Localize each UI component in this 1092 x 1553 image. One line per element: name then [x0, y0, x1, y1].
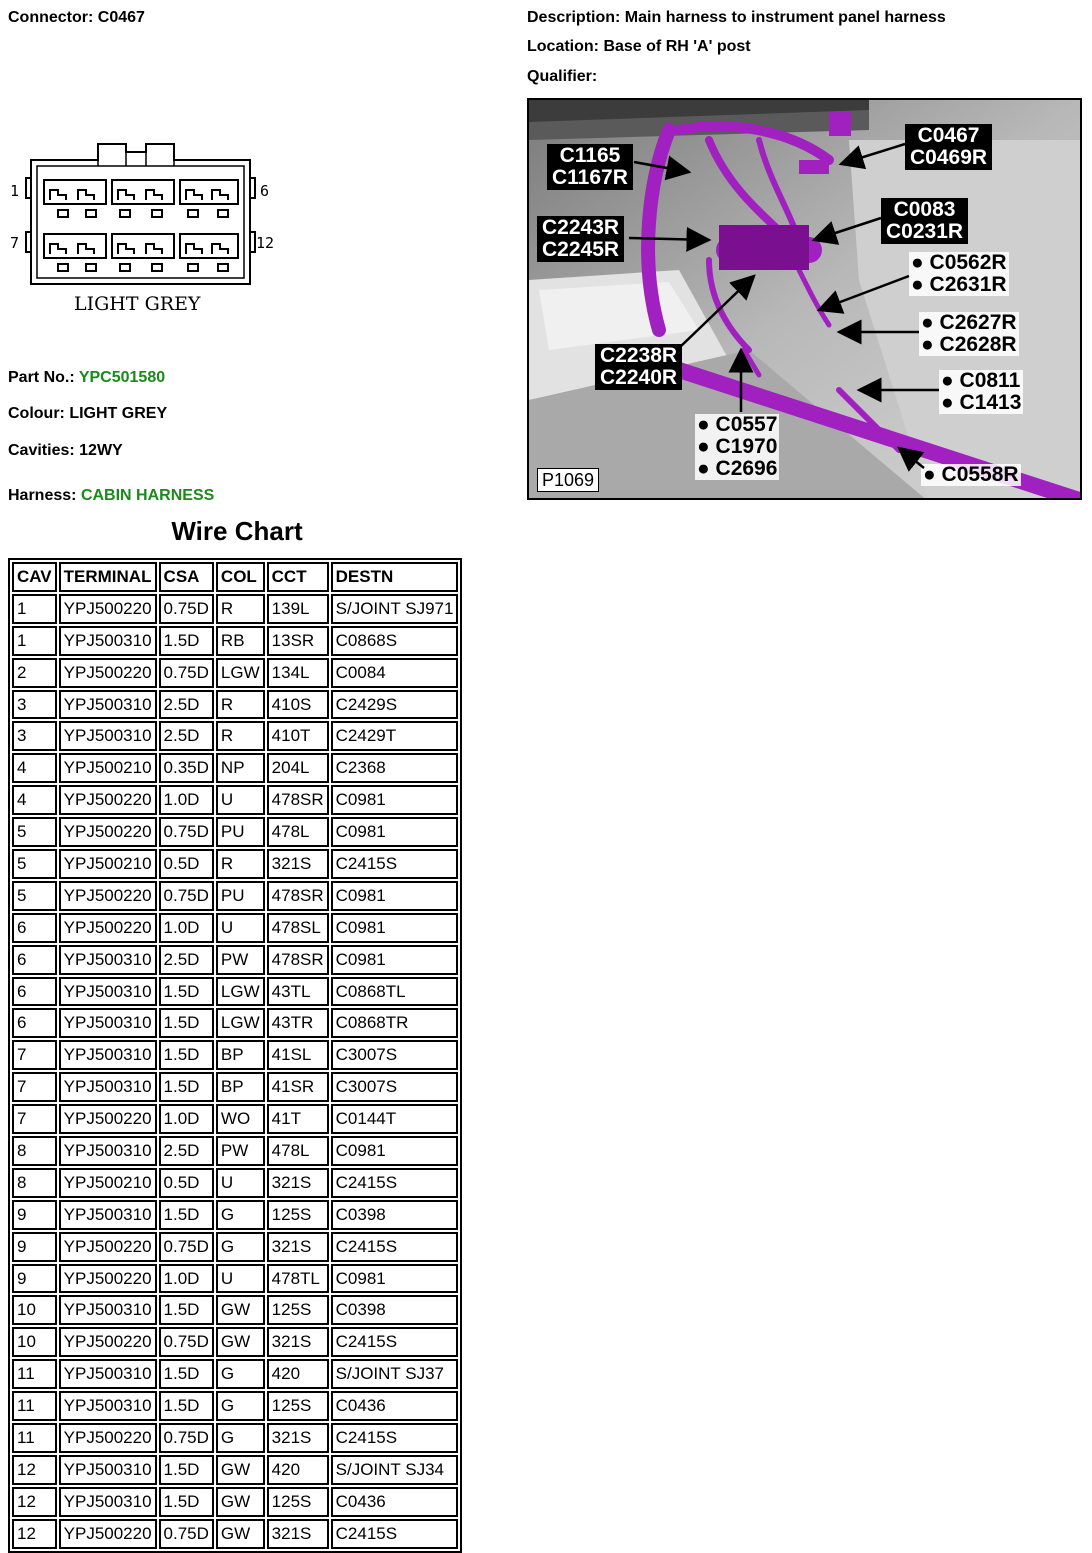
cell-csa: 2.5D: [159, 1136, 214, 1166]
cell-cct: 478SR: [267, 881, 329, 911]
cell-cct: 478L: [267, 817, 329, 847]
cell-destn: S/JOINT SJ34: [331, 1455, 459, 1485]
cell-terminal: YPJ500220: [59, 1104, 157, 1134]
cell-cav: 4: [12, 785, 57, 815]
cell-destn: C2415S: [331, 1232, 459, 1262]
cell-csa: 0.75D: [159, 658, 214, 688]
table-row: [12, 1168, 458, 1198]
cell-terminal: YPJ500310: [59, 1487, 157, 1517]
table-row: [12, 1487, 458, 1517]
cell-cav: 11: [12, 1359, 57, 1389]
cell-terminal: YPJ500310: [59, 1295, 157, 1325]
header-destn: DESTN: [331, 562, 459, 592]
pin-label-6: 6: [260, 182, 270, 200]
connector-value: C0467: [97, 9, 145, 26]
cell-csa: 0.75D: [159, 1519, 214, 1549]
cell-cct: 410T: [267, 721, 329, 751]
cell-col: RB: [216, 626, 265, 656]
cell-destn: C2415S: [331, 1168, 459, 1198]
cell-cav: 8: [12, 1168, 57, 1198]
cell-col: GW: [216, 1455, 265, 1485]
cell-col: U: [216, 913, 265, 943]
cell-cav: 6: [12, 913, 57, 943]
table-row: [12, 658, 458, 688]
callout-line: C1167R: [552, 166, 628, 189]
dot-line: ● C0557: [697, 413, 778, 436]
cell-csa: 1.5D: [159, 1487, 214, 1517]
table-row: [12, 881, 458, 911]
connector-label: Connector:: [8, 9, 94, 26]
cell-col: WO: [216, 1104, 265, 1134]
cell-csa: 0.5D: [159, 1168, 214, 1198]
wire-chart-table: [8, 558, 462, 1553]
table-row: [12, 1072, 458, 1102]
cell-col: U: [216, 785, 265, 815]
location-photo: [527, 98, 1082, 500]
cell-csa: 1.5D: [159, 626, 214, 656]
cell-csa: 1.0D: [159, 1264, 214, 1294]
cell-csa: 2.5D: [159, 945, 214, 975]
callout-line: C2240R: [600, 366, 678, 389]
cell-cct: 420: [267, 1359, 329, 1389]
cell-cct: 41SR: [267, 1072, 329, 1102]
cell-terminal: YPJ500310: [59, 977, 157, 1007]
cell-cct: 204L: [267, 753, 329, 783]
cell-col: G: [216, 1200, 265, 1230]
colour-label: Colour:: [8, 405, 65, 422]
cell-terminal: YPJ500220: [59, 785, 157, 815]
dot-line: ● C0558R: [923, 463, 1019, 486]
cell-cav: 5: [12, 817, 57, 847]
pin-label-12: 12: [256, 234, 275, 252]
table-row: [12, 1359, 458, 1389]
table-row: [12, 1008, 458, 1038]
cell-csa: 1.5D: [159, 1072, 214, 1102]
cell-terminal: YPJ500220: [59, 1423, 157, 1453]
cell-terminal: YPJ500210: [59, 849, 157, 879]
cell-cct: 321S: [267, 1423, 329, 1453]
cell-csa: 0.75D: [159, 1423, 214, 1453]
cell-csa: 1.5D: [159, 1008, 214, 1038]
cell-cav: 5: [12, 881, 57, 911]
cell-destn: C0084: [331, 658, 459, 688]
cell-cct: 41SL: [267, 1040, 329, 1070]
cell-destn: C0981: [331, 1264, 459, 1294]
cell-col: PU: [216, 881, 265, 911]
cell-col: PW: [216, 945, 265, 975]
cell-cct: 43TR: [267, 1008, 329, 1038]
table-row: [12, 1232, 458, 1262]
dot-line: ● C2627R: [921, 311, 1017, 334]
cell-csa: 0.75D: [159, 1232, 214, 1262]
table-row: [12, 626, 458, 656]
cell-col: U: [216, 1264, 265, 1294]
cell-terminal: YPJ500220: [59, 658, 157, 688]
cell-col: G: [216, 1232, 265, 1262]
cell-terminal: YPJ500220: [59, 817, 157, 847]
cavities-label: Cavities:: [8, 442, 75, 459]
table-row: [12, 849, 458, 879]
cell-destn: C0398: [331, 1295, 459, 1325]
callout-line: C0083: [893, 198, 956, 221]
cell-cct: 125S: [267, 1391, 329, 1421]
table-row: [12, 1423, 458, 1453]
table-row: [12, 1295, 458, 1325]
cell-col: NP: [216, 753, 265, 783]
cell-terminal: YPJ500310: [59, 1359, 157, 1389]
table-row: [12, 1455, 458, 1485]
cell-col: PU: [216, 817, 265, 847]
dot-line: ● C2631R: [911, 273, 1007, 296]
cell-cav: 1: [12, 594, 57, 624]
dot-line: ● C2628R: [921, 333, 1017, 356]
cell-csa: 1.5D: [159, 1391, 214, 1421]
cell-cav: 7: [12, 1072, 57, 1102]
cell-terminal: YPJ500310: [59, 1008, 157, 1038]
part-no-field: [8, 369, 165, 387]
cell-terminal: YPJ500220: [59, 594, 157, 624]
cell-cav: 11: [12, 1391, 57, 1421]
cell-destn: C2415S: [331, 1327, 459, 1357]
cell-cav: 8: [12, 1136, 57, 1166]
table-row: [12, 1327, 458, 1357]
callout-line: C2243R: [542, 216, 620, 239]
table-row: [12, 1040, 458, 1070]
cell-col: R: [216, 721, 265, 751]
cell-cct: 410S: [267, 690, 329, 720]
table-row: [12, 913, 458, 943]
cell-col: BP: [216, 1072, 265, 1102]
cell-terminal: YPJ500220: [59, 1327, 157, 1357]
callout-line: C2238R: [600, 344, 678, 367]
cell-destn: C0981: [331, 913, 459, 943]
cell-cav: 12: [12, 1487, 57, 1517]
cell-destn: S/JOINT SJ37: [331, 1359, 459, 1389]
cell-terminal: YPJ500220: [59, 881, 157, 911]
header-col: COL: [216, 562, 265, 592]
cell-destn: C3007S: [331, 1072, 459, 1102]
colour-field: [8, 405, 167, 423]
cavities-value: 12WY: [79, 442, 123, 459]
cell-destn: C2429T: [331, 721, 459, 751]
table-row: [12, 753, 458, 783]
cell-cav: 6: [12, 977, 57, 1007]
cell-destn: C0144T: [331, 1104, 459, 1134]
cell-destn: C0868TR: [331, 1008, 459, 1038]
dot-line: ● C1970: [697, 435, 778, 458]
cell-cav: 10: [12, 1295, 57, 1325]
table-row: [12, 945, 458, 975]
cell-cav: 10: [12, 1327, 57, 1357]
cell-col: LGW: [216, 658, 265, 688]
description-label: Description:: [527, 9, 621, 26]
qualifier-field: [527, 68, 597, 86]
cell-terminal: YPJ500210: [59, 753, 157, 783]
wire-chart-header-row: [12, 562, 458, 592]
header-cct: CCT: [267, 562, 329, 592]
photo-reference: P1069: [537, 468, 599, 492]
cell-cct: 478SL: [267, 913, 329, 943]
cell-cav: 5: [12, 849, 57, 879]
cell-destn: C0981: [331, 945, 459, 975]
cell-csa: 1.0D: [159, 785, 214, 815]
cell-csa: 1.5D: [159, 1040, 214, 1070]
cell-destn: C0868S: [331, 626, 459, 656]
cell-cct: 478SR: [267, 945, 329, 975]
cell-cav: 2: [12, 658, 57, 688]
cell-destn: C3007S: [331, 1040, 459, 1070]
cell-destn: C0436: [331, 1391, 459, 1421]
cell-destn: C0981: [331, 881, 459, 911]
location-field: [527, 38, 751, 56]
cell-terminal: YPJ500310: [59, 626, 157, 656]
cell-col: GW: [216, 1327, 265, 1357]
cell-terminal: YPJ500220: [59, 1519, 157, 1549]
cell-cct: 125S: [267, 1487, 329, 1517]
cell-col: GW: [216, 1487, 265, 1517]
cell-col: G: [216, 1423, 265, 1453]
dot-line: ● C1413: [941, 391, 1022, 414]
dot-line: ● C2696: [697, 457, 778, 480]
cell-cav: 6: [12, 945, 57, 975]
table-row: [12, 817, 458, 847]
cell-col: PW: [216, 1136, 265, 1166]
callout-line: C2245R: [542, 238, 620, 261]
cell-destn: C0436: [331, 1487, 459, 1517]
cell-terminal: YPJ500310: [59, 690, 157, 720]
cell-cct: 321S: [267, 1327, 329, 1357]
cell-destn: C0981: [331, 785, 459, 815]
qualifier-label: Qualifier:: [527, 68, 598, 85]
table-row: [12, 1264, 458, 1294]
cell-csa: 2.5D: [159, 690, 214, 720]
cell-csa: 1.0D: [159, 1104, 214, 1134]
cell-destn: C0398: [331, 1200, 459, 1230]
cell-cct: 321S: [267, 1519, 329, 1549]
cell-cct: 125S: [267, 1295, 329, 1325]
cell-cav: 11: [12, 1423, 57, 1453]
cell-terminal: YPJ500220: [59, 1264, 157, 1294]
cell-destn: C0868TL: [331, 977, 459, 1007]
cell-cav: 3: [12, 690, 57, 720]
cell-csa: 1.5D: [159, 977, 214, 1007]
callout-arrows: [529, 100, 1082, 500]
cell-col: R: [216, 594, 265, 624]
cell-terminal: YPJ500310: [59, 1136, 157, 1166]
wire-chart-title: Wire Chart: [171, 516, 303, 546]
cell-destn: C2368: [331, 753, 459, 783]
table-row: [12, 785, 458, 815]
table-row: [12, 690, 458, 720]
cell-csa: 0.5D: [159, 849, 214, 879]
cell-destn: C2415S: [331, 1423, 459, 1453]
cell-col: LGW: [216, 977, 265, 1007]
table-row: [12, 1519, 458, 1549]
cell-terminal: YPJ500310: [59, 1455, 157, 1485]
callout-line: C0467: [917, 124, 980, 147]
cell-col: G: [216, 1359, 265, 1389]
harness-field: [8, 487, 214, 505]
cell-cct: 321S: [267, 849, 329, 879]
cell-col: LGW: [216, 1008, 265, 1038]
cell-cav: 3: [12, 721, 57, 751]
cell-csa: 1.5D: [159, 1359, 214, 1389]
part-no-label: Part No.:: [8, 369, 75, 386]
cell-cct: 478TL: [267, 1264, 329, 1294]
table-row: [12, 1391, 458, 1421]
table-row: [12, 594, 458, 624]
cell-csa: 0.75D: [159, 817, 214, 847]
harness-link[interactable]: CABIN HARNESS: [80, 487, 215, 504]
cell-destn: C2429S: [331, 690, 459, 720]
description-field: [527, 9, 946, 27]
cell-cav: 9: [12, 1232, 57, 1262]
cell-cav: 9: [12, 1264, 57, 1294]
description-value: Main harness to instrument panel harness: [624, 9, 946, 26]
cell-cct: 321S: [267, 1232, 329, 1262]
cell-terminal: YPJ500220: [59, 1232, 157, 1262]
cell-cct: 420: [267, 1455, 329, 1485]
callout-line: C1165: [559, 144, 621, 167]
callout-line: C0231R: [886, 220, 964, 243]
cell-cct: 43TL: [267, 977, 329, 1007]
cell-cav: 12: [12, 1519, 57, 1549]
table-row: [12, 1200, 458, 1230]
cell-terminal: YPJ500310: [59, 1200, 157, 1230]
header-cav: CAV: [12, 562, 57, 592]
dot-line: ● C0811: [939, 370, 1023, 392]
cell-destn: C0981: [331, 817, 459, 847]
cell-col: U: [216, 1168, 265, 1198]
cell-cav: 12: [12, 1455, 57, 1485]
cell-col: GW: [216, 1295, 265, 1325]
cell-terminal: YPJ500310: [59, 1040, 157, 1070]
cell-csa: 0.75D: [159, 594, 214, 624]
table-row: [12, 721, 458, 751]
location-value: Base of RH 'A' post: [603, 38, 751, 55]
cell-terminal: YPJ500310: [59, 1391, 157, 1421]
cell-col: R: [216, 849, 265, 879]
cell-cav: 4: [12, 753, 57, 783]
table-row: [12, 1104, 458, 1134]
location-label: Location:: [527, 38, 599, 55]
cell-csa: 1.5D: [159, 1200, 214, 1230]
cell-csa: 2.5D: [159, 721, 214, 751]
colour-value: LIGHT GREY: [69, 405, 168, 422]
cell-destn: C2415S: [331, 849, 459, 879]
cell-cct: 321S: [267, 1168, 329, 1198]
header-terminal: TERMINAL: [59, 562, 157, 592]
cell-cct: 478L: [267, 1136, 329, 1166]
cell-col: BP: [216, 1040, 265, 1070]
pin-label-1: 1: [10, 182, 20, 200]
callout-line: C0469R: [910, 146, 988, 169]
cell-cct: 41T: [267, 1104, 329, 1134]
cell-cav: 9: [12, 1200, 57, 1230]
cell-terminal: YPJ500310: [59, 945, 157, 975]
dot-line: ● C0562R: [911, 251, 1007, 274]
harness-label: Harness:: [8, 487, 77, 504]
cell-csa: 0.35D: [159, 753, 214, 783]
cell-cav: 6: [12, 1008, 57, 1038]
cell-csa: 0.75D: [159, 881, 214, 911]
cell-terminal: YPJ500310: [59, 721, 157, 751]
cell-cct: 134L: [267, 658, 329, 688]
cell-terminal: YPJ500220: [59, 913, 157, 943]
cell-csa: 1.5D: [159, 1295, 214, 1325]
pin-label-7: 7: [10, 234, 20, 252]
part-no-link[interactable]: YPC501580: [78, 369, 166, 386]
cell-destn: C0981: [331, 1136, 459, 1166]
cell-terminal: YPJ500310: [59, 1072, 157, 1102]
cell-col: GW: [216, 1519, 265, 1549]
cell-cct: 478SR: [267, 785, 329, 815]
cell-destn: S/JOINT SJ971: [331, 594, 459, 624]
connector-face-diagram: [6, 138, 296, 328]
cell-destn: C2415S: [331, 1519, 459, 1549]
connector-colour-caption: LIGHT GREY: [74, 293, 201, 315]
cavities-field: [8, 442, 123, 460]
cell-cct: 13SR: [267, 626, 329, 656]
table-row: [12, 1136, 458, 1166]
cell-cct: 139L: [267, 594, 329, 624]
cell-csa: 0.75D: [159, 1327, 214, 1357]
cell-cav: 1: [12, 626, 57, 656]
cell-cct: 125S: [267, 1200, 329, 1230]
wire-chart-body: [12, 594, 458, 1549]
cell-csa: 1.5D: [159, 1455, 214, 1485]
cell-col: G: [216, 1391, 265, 1421]
table-row: [12, 977, 458, 1007]
header-csa: CSA: [159, 562, 214, 592]
cell-cav: 7: [12, 1104, 57, 1134]
cell-terminal: YPJ500210: [59, 1168, 157, 1198]
cell-col: R: [216, 690, 265, 720]
cell-cav: 7: [12, 1040, 57, 1070]
cell-csa: 1.0D: [159, 913, 214, 943]
connector-field: [8, 9, 145, 27]
